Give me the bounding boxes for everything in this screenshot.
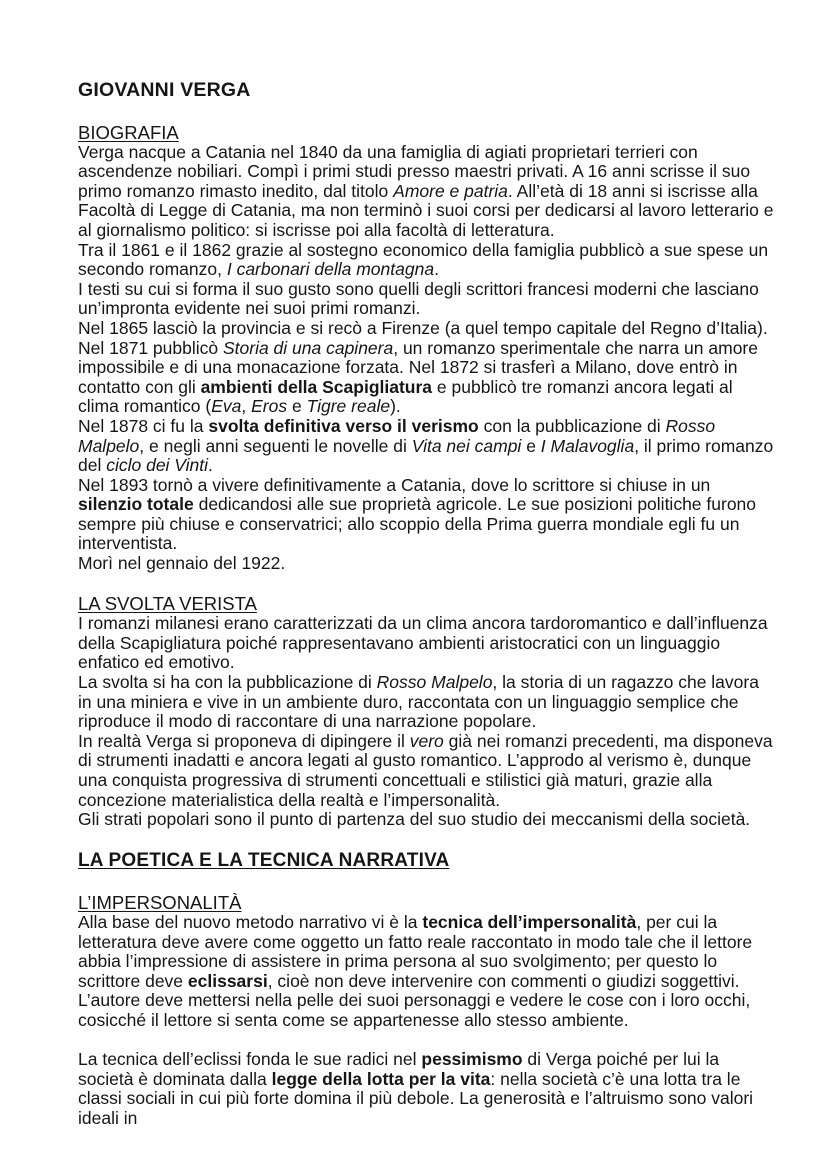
- document-title: GIOVANNI VERGA: [78, 79, 251, 101]
- text-run: Tra il 1861 e il 1862 grazie al sostegno economico della famiglia pubblicò a sue spese un secondo romanzo,: [78, 239, 769, 280]
- text-run: Nel 1865 lasciò la provincia e si recò a Firenze (a quel tempo capitale del Regno d’Italia).: [78, 317, 768, 338]
- spacer: [78, 1031, 775, 1051]
- text-run: .: [434, 259, 439, 280]
- text-run: eclissarsi: [187, 970, 268, 991]
- section-heading-la-svolta-verista: LA SVOLTA VERISTA: [78, 593, 257, 615]
- text-run: e: [521, 435, 541, 456]
- text-run: pessimismo: [421, 1049, 523, 1070]
- text-run: Vita nei campi: [411, 435, 522, 456]
- spacer: [78, 102, 775, 122]
- text-run: Nel 1871 pubblicò: [78, 337, 223, 358]
- text-run: silenzio totale: [78, 494, 194, 515]
- text-run: Storia di una capinera: [222, 337, 394, 358]
- text-run: Rosso Malpelo: [78, 415, 716, 456]
- text-run: , il primo romanzo del: [78, 435, 774, 476]
- text-run: Morì nel gennaio del 1922.: [78, 553, 286, 574]
- text-run: con la pubblicazione di: [478, 415, 666, 436]
- text-run: ,: [241, 396, 252, 417]
- text-run: svolta definitiva verso il verismo: [208, 415, 479, 436]
- text-run: , un romanzo sperimentale che narra un amore impossibile e di una monacazione forzata. Nel 1872 si trasferì a Milano, dove entrò in contatto con gli: [78, 337, 758, 397]
- text-run: . All’età di 18 anni si iscrisse alla Facoltà di Legge di Catania, ma non terminò i suoi corsi per dedicarsi al lavoro letterario e al giornalismo politico: si iscrisse poi alla facoltà di letteratura.: [78, 180, 774, 240]
- section-heading-impersonalita: L’IMPERSONALITÀ: [78, 891, 242, 913]
- text-run: già nei romanzi precedenti, ma disponeva di strumenti inadatti e ancora legati al gusto romantico. L’approdo al verismo è, dunque una conquista progressiva di strumenti concettuali e stilistici già maturi, grazie alla concezione materialistica della realtà e l’impersonalità.: [78, 730, 773, 810]
- text-run: ciclo dei Vinti: [106, 455, 209, 476]
- text-run: , cioè non deve intervenire con commenti o giudizi soggettivi. L’autore deve mettersi nella pelle dei suoi personaggi e vedere le cose con i loro occhi, cosicché il lettore si senta come se appartenesse allo stesso ambiente.: [78, 970, 751, 1030]
- text-run: vero: [409, 730, 444, 751]
- text-run: e: [287, 396, 307, 417]
- text-run: legge della lotta per la vita: [271, 1068, 491, 1089]
- text-run: , per cui la letteratura deve avere come oggetto un fatto reale raccontato in modo tale che il lettore abbia l’impressione di assistere in prima persona al suo svolgimento; per questo lo scrittore deve: [78, 911, 753, 991]
- paragraph-impersonalita-2: [78, 1050, 775, 1128]
- text-run: Nel 1893 tornò a vivere definitivamente a Catania, dove lo scrittore si chiuse in un: [78, 474, 711, 495]
- text-run: La tecnica dell’eclissi fonda le sue radici nel: [78, 1049, 422, 1070]
- text-run: di Verga poiché per lui la società è dominata dalla: [78, 1049, 720, 1089]
- text-run: ).: [390, 396, 401, 417]
- main-heading-la-poetica-e-la-tecnica-narrativa: LA POETICA E LA TECNICA NARRATIVA: [78, 850, 450, 872]
- text-run: ambienti della Scapigliatura: [200, 376, 433, 397]
- text-run: Tigre reale: [306, 396, 391, 417]
- spacer: [78, 872, 775, 892]
- paragraph-la-svolta-verista: [78, 614, 775, 830]
- text-run: Amore e patria: [393, 180, 508, 201]
- text-run: I testi su cui si forma il suo gusto sono quelli degli scrittori francesi moderni che lasciano un’impronta evidente nei suoi primi romanzi.: [78, 278, 759, 319]
- text-run: : nella società c’è una lotta tra le classi sociali in cui più forte domina il più debole. La generosità e l’altruismo sono valori ideali in: [78, 1068, 754, 1128]
- text-run: La svolta si ha con la pubblicazione di: [78, 672, 377, 693]
- text-run: I Malavoglia: [540, 435, 635, 456]
- paragraph-impersonalita-1: [78, 913, 775, 1031]
- text-run: Nel 1878 ci fu la: [78, 415, 209, 436]
- section-heading-biografia: BIOGRAFIA: [78, 121, 179, 143]
- text-run: , e negli anni seguenti le novelle di: [139, 435, 412, 456]
- spacer: [78, 574, 775, 594]
- text-run: Gli strati popolari sono il punto di partenza del suo studio dei meccanismi della società.: [78, 809, 751, 830]
- text-run: I carbonari della montagna: [226, 259, 435, 280]
- text-run: Verga nacque a Catania nel 1840 da una famiglia di agiati proprietari terrieri con ascendenze nobiliari. Compì i primi studi presso maestri privati. A 16 anni scrisse il suo primo romanzo rimasto inedito, dal titolo: [78, 141, 751, 201]
- text-run: dedicandosi alle sue proprietà agricole. Le sue posizioni politiche furono sempre più chiuse e conservatrici; allo scoppio della Prima guerra mondiale egli fu un interventista.: [78, 494, 757, 554]
- text-run: I romanzi milanesi erano caratterizzati da un clima ancora tardoromantico e dall’influenza della Scapigliatura poiché rappresentavano ambienti aristocratici con un linguaggio enfatico ed emotivo.: [78, 613, 768, 673]
- text-run: , la storia di un ragazzo che lavora in una miniera e vive in un ambiente duro, raccontata con un linguaggio semplice che riproduce il modo di raccontare di una narrazione popolare.: [78, 672, 759, 732]
- spacer: [78, 830, 775, 850]
- text-run: Rosso Malpelo: [376, 672, 493, 693]
- text-run: In realtà Verga si proponeva di dipingere il: [78, 730, 410, 751]
- text-run: .: [208, 455, 213, 476]
- paragraph-biografia: [78, 143, 775, 574]
- text-run: Alla base del nuovo metodo narrativo vi è la: [78, 911, 423, 932]
- text-run: Eros: [251, 396, 288, 417]
- text-run: tecnica dell’impersonalità: [422, 911, 637, 932]
- text-run: e pubblicò tre romanzi ancora legati al clima romantico (: [78, 376, 733, 417]
- text-run: Eva: [211, 396, 242, 417]
